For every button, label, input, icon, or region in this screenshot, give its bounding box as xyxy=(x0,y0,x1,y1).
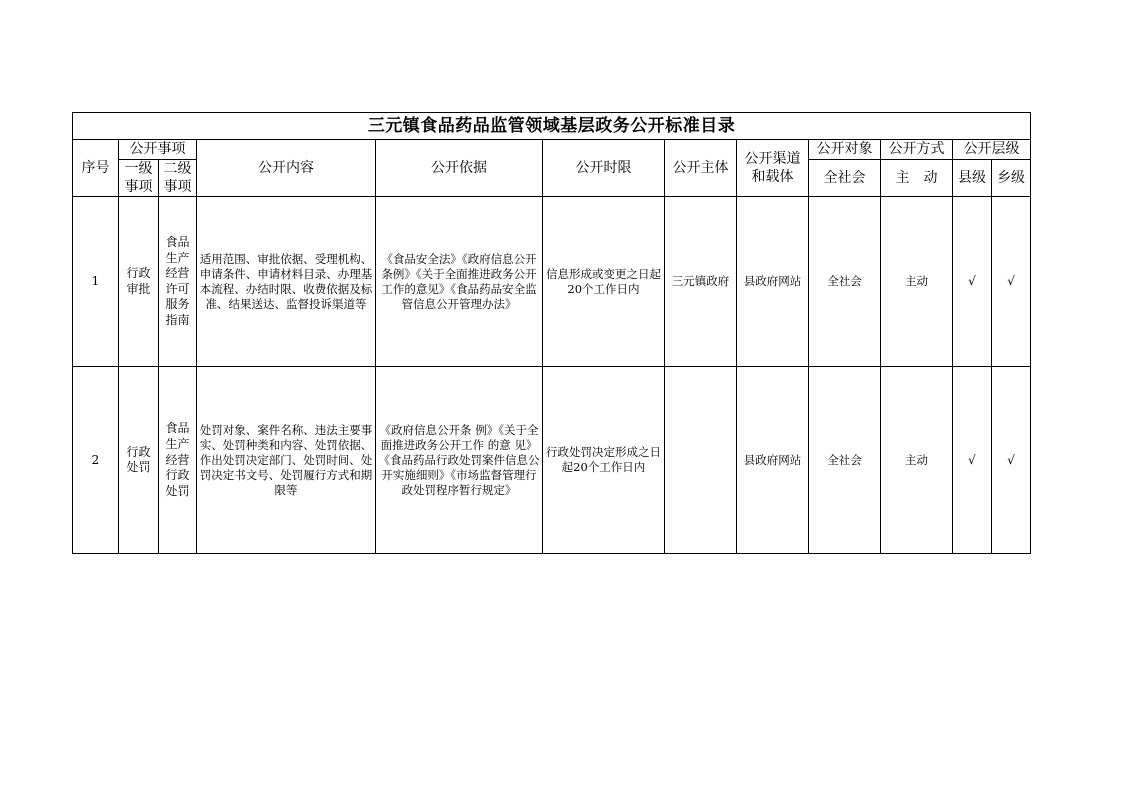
cell-subject xyxy=(665,367,737,554)
cell-level2: 食品生产经营行政处罚 xyxy=(159,367,197,554)
header-method-group: 公开方式 xyxy=(881,140,953,160)
cell-target: 全社会 xyxy=(809,367,881,554)
cell-county-check: √ xyxy=(953,197,992,367)
header-method-sub: 主 动 xyxy=(881,160,953,197)
header-township: 乡级 xyxy=(992,160,1031,197)
header-basis: 公开依据 xyxy=(376,140,543,197)
cell-township-check: √ xyxy=(992,367,1031,554)
header-target-sub: 全社会 xyxy=(809,160,881,197)
cell-subject: 三元镇政府 xyxy=(665,197,737,367)
table-row xyxy=(73,367,1031,554)
cell-level1: 行政审批 xyxy=(119,197,159,367)
header-serial: 序号 xyxy=(73,140,119,197)
cell-serial: 1 xyxy=(73,197,119,367)
cell-method: 主动 xyxy=(881,367,953,554)
cell-county-check: √ xyxy=(953,367,992,554)
header-time-limit: 公开时限 xyxy=(543,140,665,197)
cell-serial: 2 xyxy=(73,367,119,554)
cell-basis: 《政府信息公开条 例》《关于全面推进政务公开工作 的意 见》《食品药品行政处罚案件信息公开实施细则》《市场监督管理行政处罚程序暂行规定》 xyxy=(376,367,543,554)
cell-content: 处罚对象、案件名称、违法主要事实、处罚种类和内容、处罚依据、作出处罚决定部门、处罚时间、处罚决定书文号、处罚履行方式和期限等 xyxy=(197,367,376,554)
table-title: 三元镇食品药品监管领域基层政务公开标准目录 xyxy=(73,113,1031,140)
header-target-group: 公开对象 xyxy=(809,140,881,160)
header-row-1 xyxy=(73,140,1031,160)
cell-content: 适用范围、审批依据、受理机构、申请条件、申请材料目录、办理基本流程、办结时限、收费依据及标准、结果送达、监督投诉渠道等 xyxy=(197,197,376,367)
title-row xyxy=(73,113,1031,140)
header-item-group: 公开事项 xyxy=(119,140,197,160)
header-county: 县级 xyxy=(953,160,992,197)
table-row xyxy=(73,197,1031,367)
header-subject: 公开主体 xyxy=(665,140,737,197)
cell-basis: 《食品安全法》《政府信息公开条例》《关于全面推进政务公开工作的意见》《食品药品安全监管信息公开管理办法》 xyxy=(376,197,543,367)
cell-time-limit: 行政处罚决定形成之日起20个工作日内 xyxy=(543,367,665,554)
header-level1: 一级事项 xyxy=(119,160,159,197)
cell-level2: 食品生产经营许可服务指南 xyxy=(159,197,197,367)
public-disclosure-catalog-table xyxy=(72,112,1031,554)
cell-time-limit: 信息形成或变更之日起20个工作日内 xyxy=(543,197,665,367)
cell-method: 主动 xyxy=(881,197,953,367)
header-content: 公开内容 xyxy=(197,140,376,197)
header-level2: 二级事项 xyxy=(159,160,197,197)
cell-level1: 行政处罚 xyxy=(119,367,159,554)
header-tier-group: 公开层级 xyxy=(953,140,1031,160)
cell-channel: 县政府网站 xyxy=(737,197,809,367)
cell-channel: 县政府网站 xyxy=(737,367,809,554)
cell-target: 全社会 xyxy=(809,197,881,367)
cell-township-check: √ xyxy=(992,197,1031,367)
header-channel: 公开渠道和载体 xyxy=(737,140,809,197)
